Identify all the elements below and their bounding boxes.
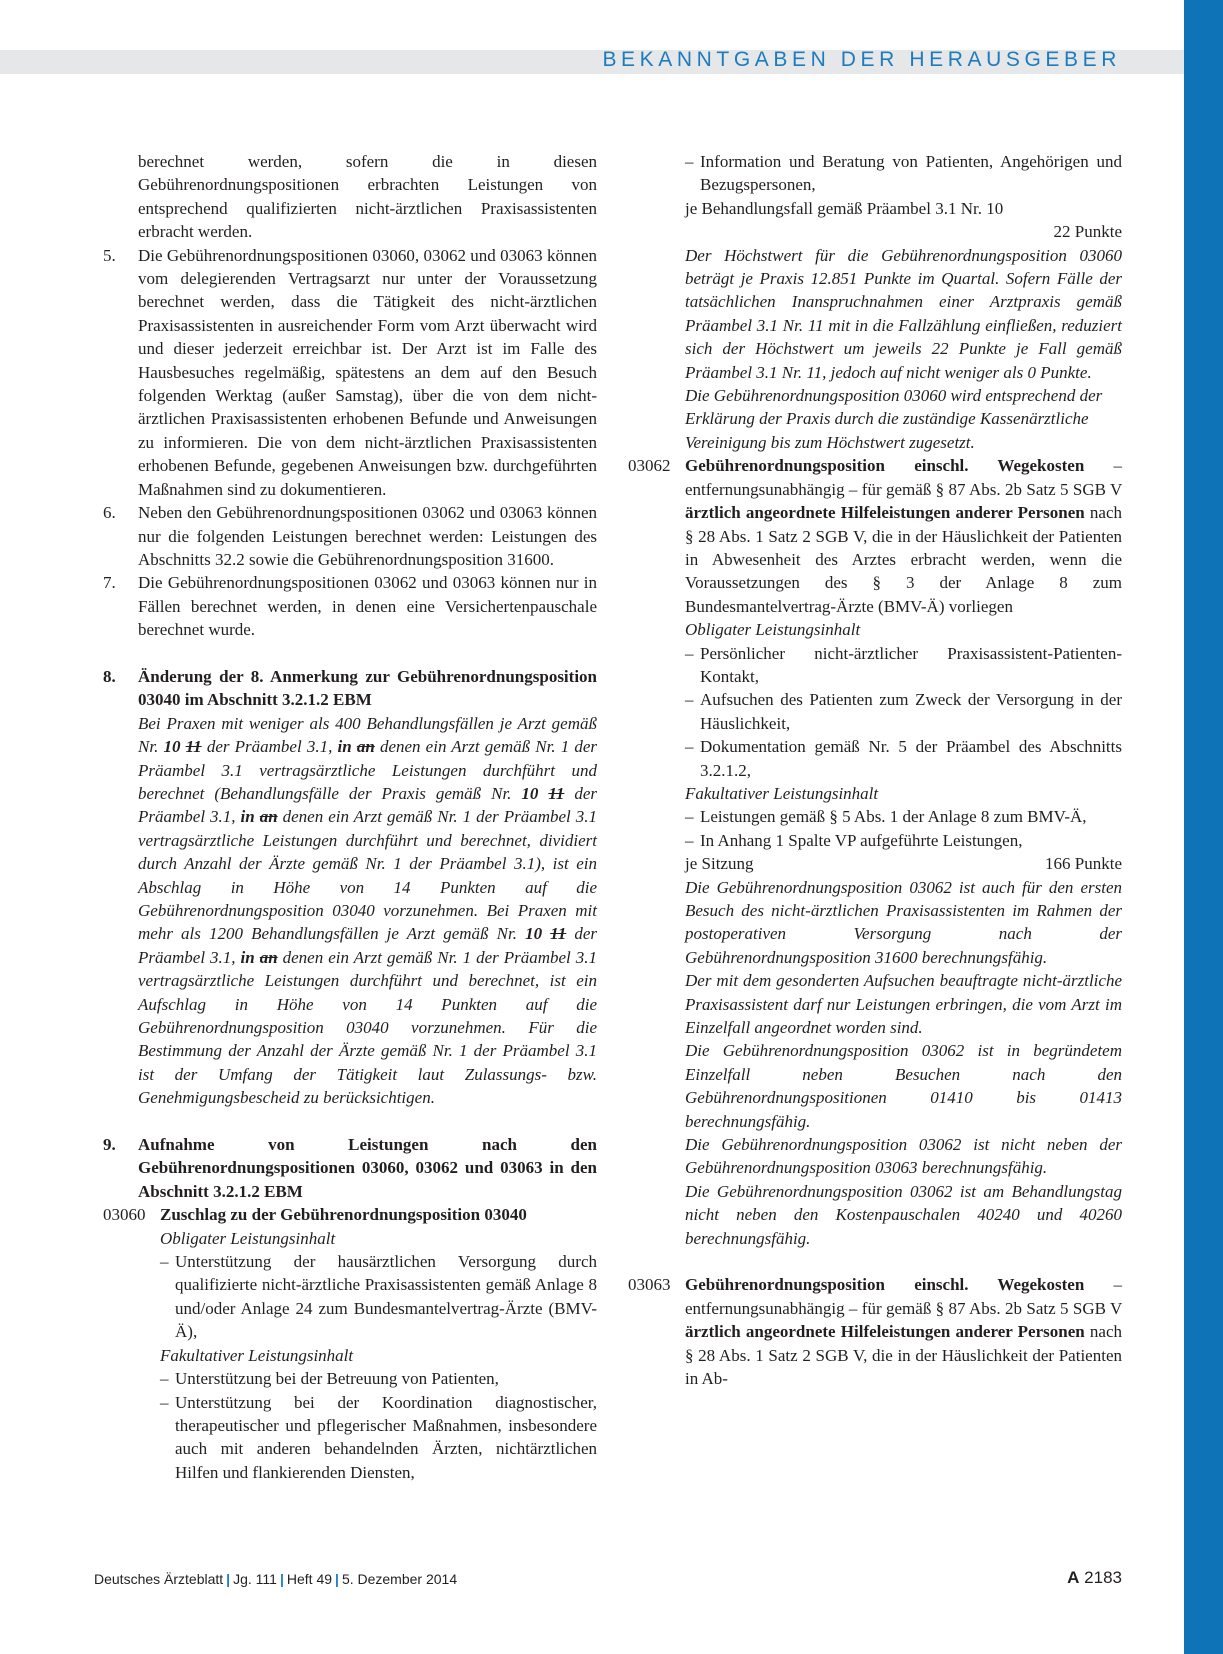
list-item: – Unterstützung bei der Koordination diagnostischer, therapeutischer und pflegerischer Maßnahmen, insbesondere auch mit anderen behandelnden Ärzten, nichtärztlichen Hilfen und flankierenden Diensten, (160, 1391, 597, 1485)
item-8-heading: Änderung der 8. Anmerkung zur Gebührenordnungsposition 03040 im Abschnitt 3.2.1.2 EBM (138, 666, 597, 710)
gop-title: Zuschlag zu der Gebührenordnungsposition 03040 (160, 1205, 527, 1225)
points: 166 Punkte (1045, 854, 1122, 874)
list-item: – Leistungen gemäß § 5 Abs. 1 der Anlage 8 zum BMV-Ä, (685, 805, 1122, 828)
obligat-label: Obligater Leistungsinhalt (160, 1228, 336, 1248)
gop-03060 (103, 1203, 597, 1484)
item-7: 7. Die Gebührenordnungspositionen 03062 und 03063 können nur in Fällen berechnet werden, in denen eine Versichertenpauschale berechnet wurde. (103, 573, 597, 640)
item-9: 9. Aufnahme von Leistungen nach den Gebührenordnungspositionen 03060, 03062 und 03063 in den Abschnitt 3.2.1.2 EBM 03060 Zuschlag zu der Gebührenordnungsposition 03040 Obligater Leistungsinhalt – Unterstützung der hausärztlichen Versorgung durch qualifizierte nicht-ärztliche Praxisassistenten gemäß Anlage 8 und/oder Anlage 24 zum Bundesmantelvertrag-Ärzte (BMV-Ä), Fakultativer Leistungsinhalt – Unterstützung bei der Betreuung von Patienten, – Unterstützung bei der Koordination diagnostischer, therapeutischer und pflegerischer Maßnahmen, insbesondere auch mit anderen behandelnden Ärzten, nichtärztlichen Hilfen und flankierenden Diensten, (103, 1133, 597, 1484)
gop-description: Gebührenordnungsposition einschl. Wegekosten – entfernungsunabhängig – für gemäß § 87 Abs. 2b Satz 5 SGB V ärztlich angeordnete Hilfeleistungen anderer Personen nach § 28 Abs. 1 Satz 2 SGB V, die in der Häuslichkeit der Patienten in Abwesenheit des Arztes erbracht werden, wenn die Voraussetzungen des § 3 der Anlage 8 zum Bundesmantelvertrag-Ärzte (BMV-Ä) vorliegen (685, 456, 1123, 616)
date: 5. Dezember 2014 (341, 1571, 458, 1587)
list-item: – Information und Beratung von Patienten, Angehörigen und Bezugspersonen, (685, 150, 1122, 197)
note: Die Gebührenordnungsposition 03062 ist am Behandlungstag nicht neben den Kostenpauschalen 40240 und 40260 berechnungsfähig. (685, 1181, 1122, 1248)
gop-03060-continuation (663, 150, 1122, 454)
list-item: – In Anhang 1 Spalte VP aufgeführte Leistungen, (685, 829, 1122, 852)
item-4-continuation: berechnet werden, sofern die in diesen Gebührenordnungspositionen erbrachten Leistungen von entsprechend qualifizierten nicht-ärztlichen Praxisassistenten erbracht werden. (138, 152, 597, 242)
item-8-body: Bei Praxen mit weniger als 400 Behandlungsfällen je Arzt gemäß Nr. 10 11 der Präambel 3.1, in an denen ein Arzt gemäß Nr. 1 der Präambel 3.1 vertragsärztliche Leistungen durchführt und berechnet (Behandlungsfälle der Praxis gemäß Nr. 10 11 der Präambel 3.1, in an denen ein Arzt gemäß Nr. 1 der Präambel 3.1 vertragsärztliche Leistungen durchführt und berechnet, dividiert durch Anzahl der Ärzte gemäß Nr. 1 der Präambel 3.1), ist ein Abschlag in Höhe von 14 Punkten auf die Gebührenordnungsposition 03040 vorzunehmen. Bei Praxen mit mehr als 1200 Behandlungsfällen je Arzt gemäß Nr. 10 11 der Präambel 3.1, in an denen ein Arzt gemäß Nr. 1 der Präambel 3.1 vertragsärztliche Leistungen durchführt und berechnet, ist ein Aufschlag in Höhe von 14 Punkten auf die Gebührenordnungsposition 03040 vorzunehmen. Für die Bestimmung der Anzahl der Ärzte gemäß Nr. 1 der Präambel 3.1 ist der Umfang der Tätigkeit laut Zulassungs- bzw. Genehmigungsbescheid zu berücksichtigen. (138, 713, 598, 1108)
list-item: – Dokumentation gemäß Nr. 5 der Präambel des Abschnitts 3.2.1.2, (685, 735, 1122, 782)
list-item: – Aufsuchen des Patienten zum Zweck der Versorgung in der Häuslichkeit, (685, 688, 1122, 735)
issue: Heft 49 (286, 1571, 333, 1587)
gop-03063 (628, 1273, 1122, 1390)
note: Der Höchstwert für die Gebührenordnungsposition 03060 beträgt je Praxis 12.851 Punkte im Quartal. Sofern Fälle der tatsächlichen Inanspruchnahmen einer Arztpraxis gemäß Präambel 3.1 Nr. 11 mit in die Fallzählung einfließen, reduziert sich der Höchstwert um jeweils 22 Punkte je Fall gemäß Präambel 3.1 Nr. 11, jedoch auf nicht weniger als 0 Punkte. (685, 245, 1122, 382)
note: Die Gebührenordnungsposition 03060 wird entsprechend der Erklärung der Praxis durch die zuständige Kassenärztliche Vereinigung bis zum Höchstwert zugesetzt. (685, 386, 1103, 452)
journal-name: Deutsches Ärzteblatt (94, 1571, 224, 1587)
points: 22 Punkte (1053, 222, 1122, 242)
gop-code: 03060 (103, 1205, 146, 1225)
list-item: – Persönlicher nicht-ärztlicher Praxisassistent-Patienten-Kontakt, (685, 642, 1122, 689)
note: Die Gebührenordnungsposition 03062 ist in begründetem Einzelfall neben Besuchen nach den Gebührenordnungspositionen 01410 bis 01413 berechnungsfähig. (685, 1041, 1122, 1131)
sidebar-accent (1184, 0, 1223, 1654)
gop-description: Gebührenordnungsposition einschl. Wegekosten – entfernungsunabhängig – für gemäß § 87 Abs. 2b Satz 5 SGB V ärztlich angeordnete Hilfeleistungen anderer Personen nach § 28 Abs. 1 Satz 2 SGB V, die in der Häuslichkeit der Patienten in Ab- (685, 1275, 1123, 1389)
note: Die Gebührenordnungsposition 03062 ist nicht neben der Gebührenordnungsposition 03063 berechnungsfähig. (685, 1135, 1122, 1178)
fakultativ-label: Fakultativer Leistungsinhalt (160, 1345, 354, 1365)
item-8: 8. Änderung der 8. Anmerkung zur Gebührenordnungsposition 03040 im Abschnitt 3.2.1.2 EBM Bei Praxen mit weniger als 400 Behandlungsfällen je Arzt gemäß Nr. 10 11 der Präambel 3.1, in an denen ein Arzt gemäß Nr. 1 der Präambel 3.1 vertragsärztliche Leistungen durchführt und berechnet (Behandlungsfälle der Praxis gemäß Nr. 10 11 der Präambel 3.1, in an denen ein Arzt gemäß Nr. 1 der Präambel 3.1 vertragsärztliche Leistungen durchführt und berechnet, dividiert durch Anzahl der Ärzte gemäß Nr. 1 der Präambel 3.1), ist ein Abschlag in Höhe von 14 Punkten auf die Gebührenordnungsposition 03040 vorzunehmen. Bei Praxen mit mehr als 1200 Behandlungsfällen je Arzt gemäß Nr. 10 11 der Präambel 3.1, in an denen ein Arzt gemäß Nr. 1 der Präambel 3.1 vertragsärztliche Leistungen durchführt und berechnet, ist ein Aufschlag in Höhe von 14 Punkten auf die Gebührenordnungsposition 03040 vorzunehmen. Für die Bestimmung der Anzahl der Ärzte gemäß Nr. 1 der Präambel 3.1 ist der Umfang der Tätigkeit laut Zulassungs- bzw. Genehmigungsbescheid zu berücksichtigen. (103, 665, 597, 1110)
per-session: je Sitzung (685, 854, 754, 874)
item-6: 6. Neben den Gebührenordnungspositionen 03062 und 03063 können nur die folgenden Leistungen berechnet werden: Leistungen des Abschnitts 32.2 sowie die Gebührenordnungsposition 31600. (103, 503, 597, 569)
footer: Deutsches Ärzteblatt | Jg. 111 | Heft 49 | 5. Dezember 2014 A 2183 (94, 1568, 1122, 1587)
fakultativ-label: Fakultativer Leistungsinhalt (685, 783, 879, 803)
points-row (685, 852, 1122, 875)
per-case: je Behandlungsfall gemäß Präambel 3.1 Nr. 10 (685, 198, 1004, 218)
item-9-heading: Aufnahme von Leistungen nach den Gebührenordnungspositionen 03060, 03062 und 03063 in den Abschnitt 3.2.1.2 EBM (138, 1135, 597, 1201)
list-item: – Unterstützung bei der Betreuung von Patienten, (160, 1367, 597, 1390)
item-5: 5. Die Gebührenordnungspositionen 03060, 03062 und 03063 können vom delegierenden Vertragsarzt nur unter der Voraussetzung berechnet werden, dass die Tätigkeit des nicht-ärztlichen Praxisassistenten in ausreichender Form vom Arzt überwacht wird und dieser jederzeit erreichbar ist. Der Arzt ist im Falle des Hausbesuches regelmäßig, spätestens an dem auf den Besuch folgenden Werktag (außer Samstag), über die von dem nicht-ärztlichen Praxisassistenten erhobenen Befunde und Anweisungen zu informieren. Die von dem nicht-ärztlichen Praxisassistenten erhobenen Befunde, gegebenen Anweisungen bzw. durchgeführten Maßnahmen sind zu dokumentieren. (103, 245, 597, 499)
left-column (103, 150, 597, 1484)
gop-03062 (628, 454, 1122, 1250)
page-number: A 2183 (1067, 1568, 1122, 1587)
section-title: BEKANNTGABEN DER HERAUSGEBER (602, 48, 1121, 71)
right-column (628, 150, 1123, 1391)
volume: Jg. 111 (233, 1571, 277, 1587)
obligat-label: Obligater Leistungsinhalt (685, 620, 861, 640)
note: Die Gebührenordnungsposition 03062 ist auch für den ersten Besuch des nicht-ärztlichen Praxisassistenten im Rahmen der postoperativen Versorgung nach der Gebührenordnungsposition 31600 berechnungsfähig. (685, 877, 1122, 967)
gop-code: 03063 (628, 1275, 671, 1295)
note: Der mit dem gesonderten Aufsuchen beauftragte nicht-ärztliche Praxisassistent darf nur Leistungen erbringen, die vom Arzt im Einzelfall angeordnet worden sind. (685, 971, 1122, 1038)
list-item: – Unterstützung der hausärztlichen Versorgung durch qualifizierte nicht-ärztliche Praxisassistenten gemäß Anlage 8 und/oder Anlage 24 zum Bundesmantelvertrag-Ärzte (BMV-Ä), (160, 1250, 597, 1344)
gop-code: 03062 (628, 456, 671, 476)
